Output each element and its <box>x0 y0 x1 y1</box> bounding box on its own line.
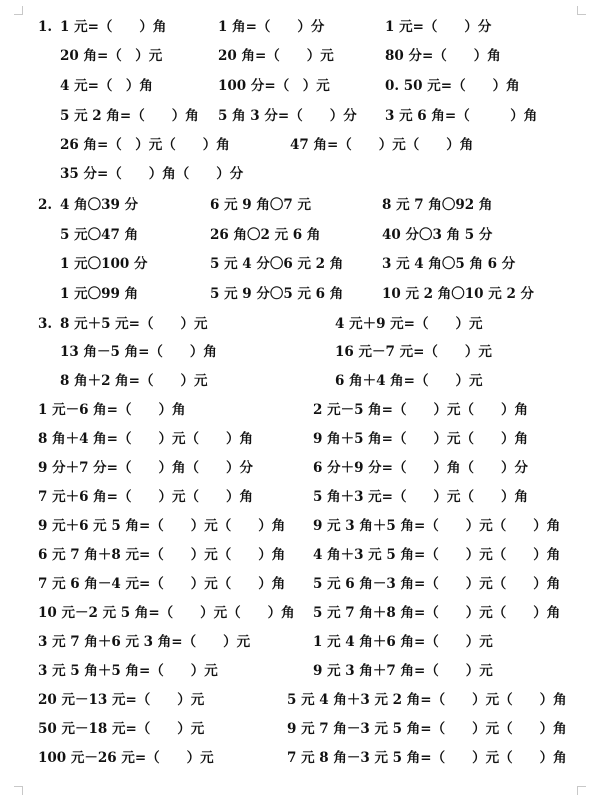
exercise-item: 9 角＋5 角=（ ）元（ ）角 <box>313 431 528 447</box>
exercise-item: 5 元 2 角=（ ）角 <box>60 108 199 124</box>
exercise-item: 0. 50 元=（ ）角 <box>385 78 520 94</box>
exercise-item: 6 分＋9 分=（ ）角（ ）分 <box>313 460 528 476</box>
exercise-item: 26 角=（ ）元（ ）角 <box>60 137 230 153</box>
compare-item: 26 角〇2 元 6 角 <box>210 227 321 243</box>
exercise-item: 5 元 6 角－3 角=（ ）元（ ）角 <box>313 576 561 592</box>
page-corner-mark <box>577 786 586 795</box>
exercise-item: 3 元 6 角=（ ）角 <box>385 108 538 124</box>
compare-item: 1 元〇99 角 <box>60 286 139 302</box>
exercise-item: 47 角=（ ）元（ ）角 <box>290 137 474 153</box>
exercise-item: 4 元＋9 元=（ ）元 <box>335 316 483 332</box>
exercise-item: 1 元－6 角=（ ）角 <box>38 402 186 418</box>
exercise-item: 9 分＋7 分=（ ）角（ ）分 <box>38 460 253 476</box>
section-number: 3. <box>38 316 53 332</box>
exercise-item: 100 元－26 元=（ ）元 <box>38 750 214 766</box>
exercise-item: 9 元 3 角＋7 角=（ ）元 <box>313 663 493 679</box>
compare-item: 6 元 9 角〇7 元 <box>210 197 311 213</box>
exercise-item: 16 元－7 元=（ ）元 <box>335 344 492 360</box>
compare-item: 5 元 9 分〇5 元 6 角 <box>210 286 344 302</box>
exercise-item: 100 分=（ ）元 <box>218 78 330 94</box>
exercise-item: 50 元－18 元=（ ）元 <box>38 721 205 737</box>
exercise-item: 3 元 7 角＋6 元 3 角=（ ）元 <box>38 634 251 650</box>
compare-item: 3 元 4 角〇5 角 6 分 <box>382 256 516 272</box>
exercise-item: 7 元 8 角－3 元 5 角=（ ）元（ ）角 <box>287 750 567 766</box>
exercise-item: 8 角＋2 角=（ ）元 <box>60 373 208 389</box>
exercise-item: 10 元－2 元 5 角=（ ）元（ ）角 <box>38 605 295 621</box>
exercise-item: 8 元＋5 元=（ ）元 <box>60 316 208 332</box>
exercise-item: 1 元=（ ）分 <box>385 19 492 35</box>
section-number: 1. <box>38 19 53 35</box>
compare-item: 1 元〇100 分 <box>60 256 148 272</box>
page-corner-mark <box>577 6 586 15</box>
exercise-item: 20 元－13 元=（ ）元 <box>38 692 205 708</box>
exercise-item: 35 分=（ ）角（ ）分 <box>60 166 244 182</box>
exercise-item: 5 角＋3 元=（ ）元（ ）角 <box>313 489 528 505</box>
compare-item: 8 元 7 角〇92 角 <box>382 197 493 213</box>
exercise-item: 5 角 3 分=（ ）分 <box>218 108 357 124</box>
exercise-item: 7 元＋6 角=（ ）元（ ）角 <box>38 489 253 505</box>
compare-item: 10 元 2 角〇10 元 2 分 <box>382 286 535 302</box>
exercise-item: 1 角=（ ）分 <box>218 19 325 35</box>
compare-item: 5 元〇47 角 <box>60 227 139 243</box>
exercise-item: 4 元=（ ）角 <box>60 78 153 94</box>
exercise-item: 5 元 7 角＋8 角=（ ）元（ ）角 <box>313 605 561 621</box>
exercise-item: 9 元 3 角＋5 角=（ ）元（ ）角 <box>313 518 561 534</box>
compare-item: 4 角〇39 分 <box>60 197 139 213</box>
exercise-item: 80 分=（ ）角 <box>385 48 501 64</box>
exercise-item: 4 角＋3 元 5 角=（ ）元（ ）角 <box>313 547 561 563</box>
section-number: 2. <box>38 197 53 213</box>
exercise-item: 13 角－5 角=（ ）角 <box>60 344 217 360</box>
exercise-item: 6 角＋4 角=（ ）元 <box>335 373 483 389</box>
exercise-item: 1 元=（ ）角 <box>60 19 167 35</box>
exercise-item: 9 元 7 角－3 元 5 角=（ ）元（ ）角 <box>287 721 567 737</box>
exercise-item: 9 元＋6 元 5 角=（ ）元（ ）角 <box>38 518 286 534</box>
page-corner-mark <box>14 786 23 795</box>
page-corner-mark <box>14 6 23 15</box>
compare-item: 5 元 4 分〇6 元 2 角 <box>210 256 344 272</box>
exercise-item: 20 角=（ ）元 <box>60 48 163 64</box>
exercise-item: 5 元 4 角＋3 元 2 角=（ ）元（ ）角 <box>287 692 567 708</box>
exercise-item: 8 角＋4 角=（ ）元（ ）角 <box>38 431 253 447</box>
compare-item: 40 分〇3 角 5 分 <box>382 227 493 243</box>
exercise-item: 2 元－5 角=（ ）元（ ）角 <box>313 402 528 418</box>
exercise-item: 6 元 7 角＋8 元=（ ）元（ ）角 <box>38 547 286 563</box>
exercise-item: 1 元 4 角＋6 角=（ ）元 <box>313 634 493 650</box>
exercise-item: 7 元 6 角－4 元=（ ）元（ ）角 <box>38 576 286 592</box>
exercise-item: 3 元 5 角＋5 角=（ ）元 <box>38 663 218 679</box>
exercise-item: 20 角=（ ）元 <box>218 48 334 64</box>
